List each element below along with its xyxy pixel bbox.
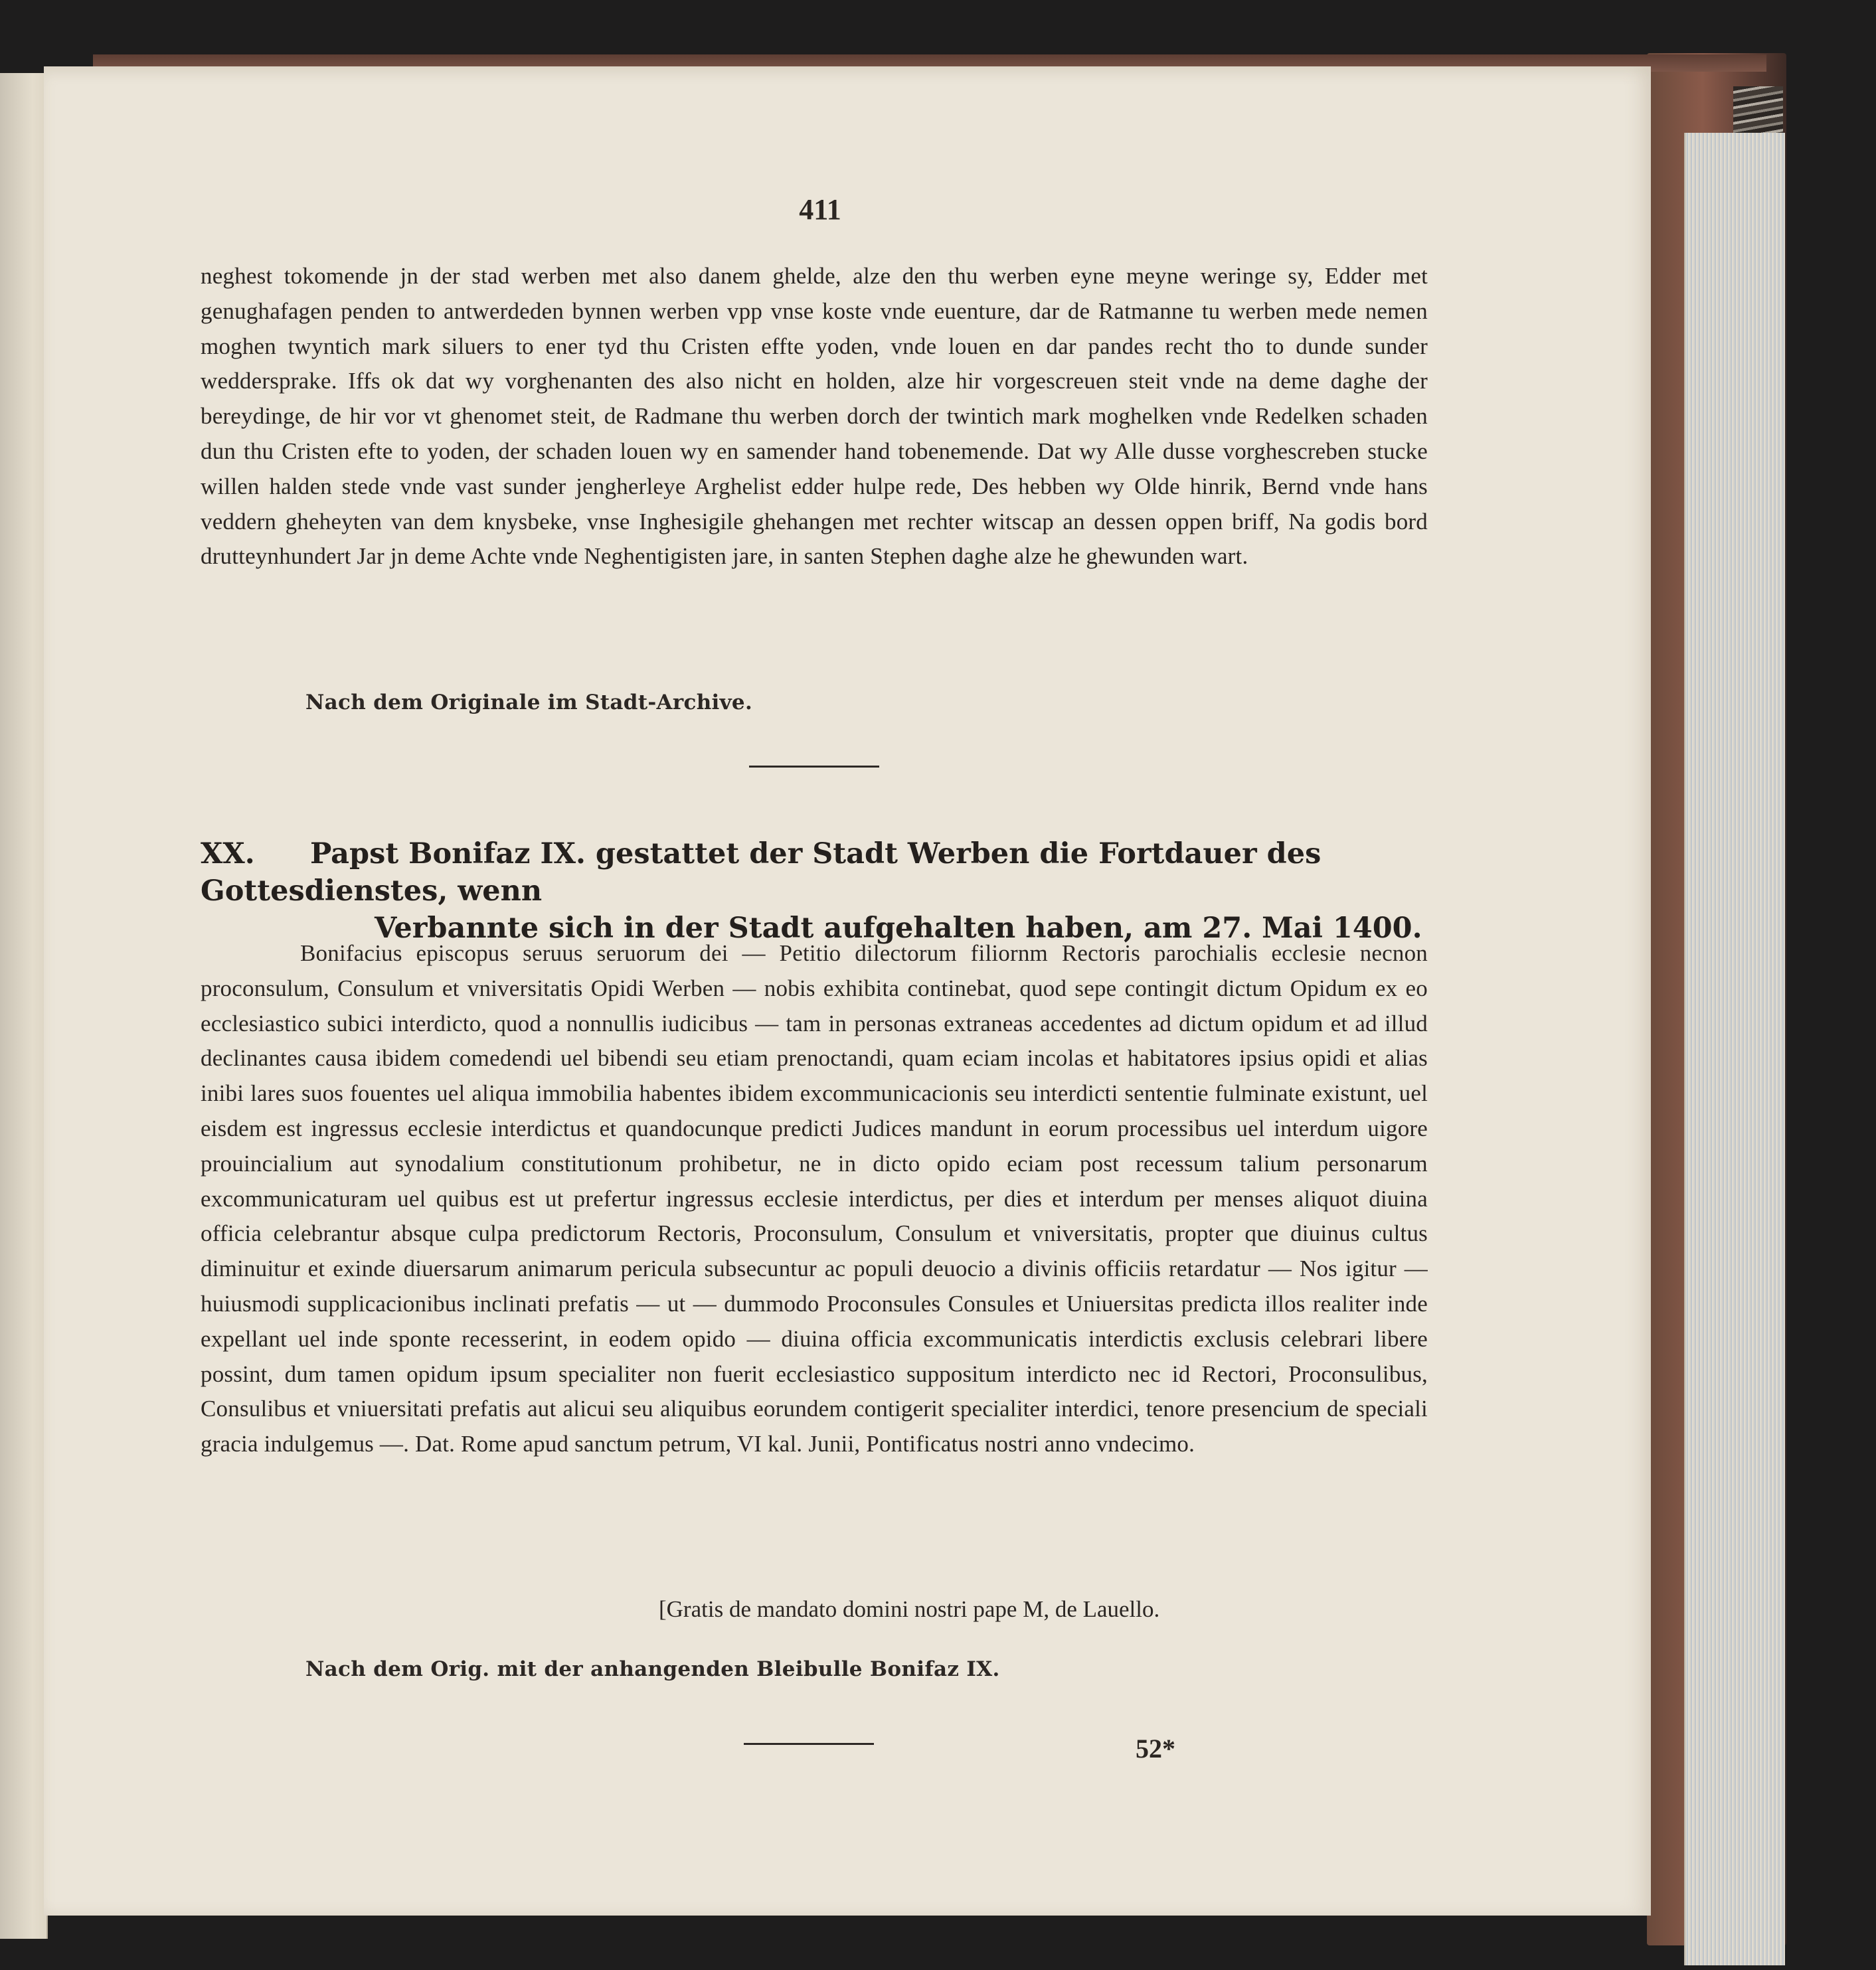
signature-mark: 52* — [1136, 1734, 1175, 1764]
papal-letter — [201, 936, 1428, 1462]
section-title-line2: Verbannte sich in der Stadt aufgehalten haben, am 27. Mai 1400. — [375, 912, 1422, 945]
section-number: XX. — [201, 837, 255, 870]
page-block-edge — [1684, 133, 1785, 1965]
source-note-2: Nach dem Orig. mit der anhangenden Bleibulle Bonifaz IX. — [305, 1657, 1000, 1681]
paragraph-2: Bonifacius episcopus seruus seruorum dei — Petitio dilectorum filiornm Rectoris parochialis ecclesie necnon proconsulum, Consulum et vniversitatis Opidi Werben — nobis exhibita continebat, quod sepe contingit dictum Opidum ex eo ecclesiastico subici interdicto, quod a nonnullis iudicibus — tam in personas extraneas accedentes ad dictum opidum et ad illud declinantes causa ibidem comedendi uel bibendi seu etiam prenoctandi, quam eciam incolas et habitatores ipsius opidi et alias inibi lares suos fouentes uel aliqua immobilia habentes ibidem excommunicacionis seu interdicti sententie fulminate existunt, uel eisdem est ingressus ecclesie interdictus et quandocunque predicti Judices mandunt in eorum processibus uel interdum uigore prouincialium aut synodalium constitutionum prohibetur, ne in dicto opido eciam post recessum talium personarum excommunicaturam uel quibus est ut prefertur ingressus ecclesie interdictus, per dies et interdum per menses aliquot diuina officia celebrantur absque culpa predictorum Rectoris, Proconsulum, Consulum et vniversitatis, propter que diuinus cultus diminuitur et exinde diuersarum animarum pericula subsecuntur ac populi deuocio a divinis officiis retardatur — Nos igitur — huiusmodi supplicacionibus inclinati prefatis — ut — dummodo Proconsules Consules et Uniuersitas predicta illos realiter inde expellant uel inde sponte recesserint, in eodem opido — diuina officia excommunicatis interdictis exclusis celebrari libere possint, dum tamen opidum ipsum specialiter non fuerit ecclesiastico suppositum interdicto nec id Rectori, Proconsulibus, Consulibus et vniuersitati prefatis aut alicui seu aliquibus eorundem contigerit specialiter interdici, tenore presencium de speciali gracia indulgemus —. Dat. Rome apud sanctum petrum, VI kal. Junii, Pontificatus nostri anno vndecimo. — [201, 940, 1428, 1457]
section-heading — [201, 835, 1428, 947]
signoff-line: [Gratis de mandato domini nostri pape M, de Lauello. — [659, 1596, 1160, 1622]
facing-page-edge — [0, 73, 48, 1939]
page-number: 411 — [799, 193, 841, 226]
section-title-line1: Papst Bonifaz IX. gestattet der Stadt Werben die Fortdauer des Gottesdienstes, wenn — [201, 837, 1322, 908]
charter-text-continued — [201, 259, 1428, 574]
source-note-1: Nach dem Originale im Stadt-Archive. — [305, 691, 753, 714]
section-divider-2 — [744, 1743, 874, 1745]
paragraph-1: neghest tokomende jn der stad werben met also danem ghelde, alze den thu werben eyne meyne weringe sy, Edder met genughafagen penden to antwerdeden bynnen werben vpp vnse koste vnde euenture, dar de Ratmanne tu werben mede nemen moghen twyntich mark siluers to ener tyd thu Cristen effte yoden, vnde louen en dar pandes recht tho to dunde sunder weddersprake. Iffs ok dat wy vorghenanten des also nicht en holden, alze hir vorgescreuen steit vnde na deme daghe der bereydinge, de hir vor vt ghenomet steit, de Radmane thu werben dorch der twintich mark moghelken vnde Redelken schaden dun thu Cristen efte to yoden, der schaden louen wy en samender hand tobenemende. Dat wy Alle dusse vorghescreben stucke willen halden stede vnde vast sunder jengherleye Arghelist edder hulpe rede, Des hebben wy Olde hinrik, Bernd vnde hans veddern gheheyten van dem knysbeke, vnse Inghesigile ghehangen met rechter witscap an dessen oppen briff, Na godis bord drutteynhundert Jar jn deme Achte vnde Neghentigisten jare, in santen Stephen daghe alze he ghewunden wart. — [201, 263, 1428, 570]
section-divider-1 — [749, 766, 879, 768]
